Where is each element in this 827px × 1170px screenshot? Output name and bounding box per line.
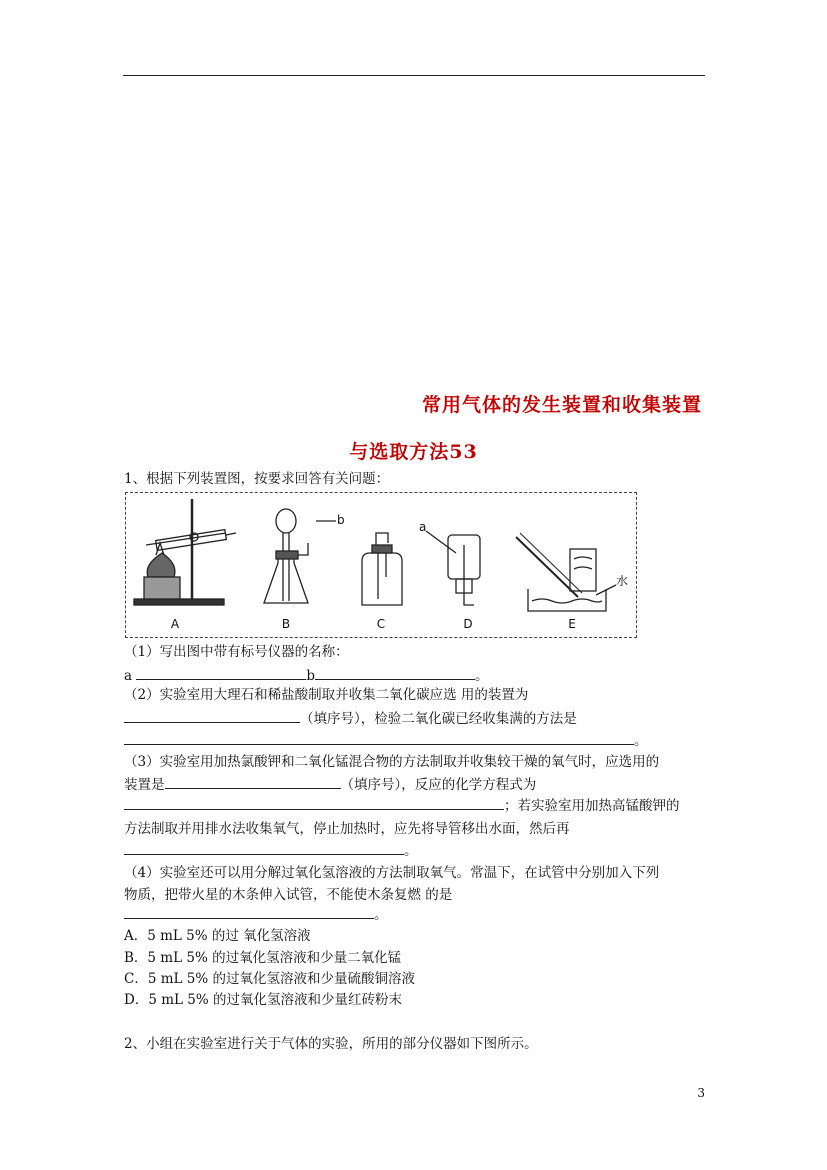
pointer-a-label: a [419, 520, 427, 534]
answer-blank-b[interactable] [315, 666, 475, 680]
apparatus-c-drawing [362, 533, 402, 605]
sub4-line-2: 物质，把带火星的木条伸入试管，不能使木条复燃 的是 [124, 887, 453, 903]
sub4-end: 。 [374, 907, 388, 923]
sub1-b-label: b [306, 668, 316, 684]
apparatus-figure [125, 492, 637, 638]
sub3-line-4: 方法制取并用排水法收集氧气，停止加热时，应先将导管移出水面，然后再 [124, 821, 570, 837]
apparatus-d-drawing [426, 531, 480, 605]
answer-blank-equation[interactable] [124, 796, 504, 810]
question-1-stem: 1、根据下列装置图，按要求回答有关问题： [124, 471, 390, 487]
apparatus-d-label: D [463, 617, 473, 631]
header-rule [123, 75, 705, 76]
apparatus-b-drawing [264, 509, 336, 603]
apparatus-b-label: B [281, 617, 291, 631]
answer-blank-a[interactable] [136, 666, 306, 680]
apparatus-e-drawing [516, 533, 616, 611]
option-d: D．5 mL 5% 的过氧化氢溶液和少量红砖粉末 [124, 992, 402, 1008]
sub2-line-2-text: （填序号），检验二氧化碳已经收集满的方法是 [300, 711, 577, 727]
sub2-line-3 [124, 731, 648, 751]
sub3-line-3-text: ；若实验室用加热高锰酸钾的 [504, 798, 680, 814]
apparatus-e-label: E [568, 617, 576, 631]
answer-blank-next-step[interactable] [124, 841, 404, 855]
answer-blank-co2-check[interactable] [124, 731, 634, 745]
water-label: 水 [616, 574, 629, 588]
sub4-line-3 [124, 905, 388, 925]
page-number: 3 [697, 1086, 705, 1100]
sub3-end: 。 [404, 843, 418, 859]
sub3-line-2-text: （填序号），反应的化学方程式为 [340, 777, 537, 793]
sub2-line-2 [124, 709, 577, 729]
sub3-line-1: （3）实验室用加热氯酸钾和二氧化锰混合物的方法制取并收集较干燥的氧气时，应选用的 [124, 754, 660, 770]
apparatus-drawing [126, 493, 638, 639]
sub2-line-1: （2）实验室用大理石和稀盐酸制取并收集二氧化碳应选 用的装置为 [124, 687, 529, 703]
answer-blank-co2-device[interactable] [124, 709, 300, 723]
apparatus-a-drawing [134, 499, 236, 605]
title-line-2: 与选取方法53 [349, 441, 478, 463]
option-b: B．5 mL 5% 的过氧化氢溶液和少量二氧化锰 [124, 950, 402, 966]
sub3-line-5 [124, 841, 418, 861]
option-a: A．5 mL 5% 的过 氧化氢溶液 [124, 928, 311, 944]
sub1-answer-line [124, 666, 489, 686]
sub4-line-1: （4）实验室还可以用分解过氧化氢溶液的方法制取氧气。常温下，在试管中分别加入下列 [124, 865, 660, 881]
pointer-b-label: b [337, 513, 345, 527]
sub2-end: 。 [634, 733, 648, 749]
sub3-line-2 [124, 775, 536, 795]
sub1-end: 。 [475, 668, 489, 684]
sub3-line-2-start: 装置是 [124, 777, 165, 793]
sub1-prompt: （1）写出图中带有标号仪器的名称： [124, 644, 349, 660]
question-2-stem: 2、小组在实验室进行关于气体的实验，所用的部分仪器如下图所示。 [124, 1036, 538, 1052]
apparatus-a-label: A [170, 617, 180, 631]
option-c: C．5 mL 5% 的过氧化氢溶液和少量硫酸铜溶液 [124, 971, 415, 987]
title-line-1: 常用气体的发生装置和收集装置 [421, 394, 702, 416]
apparatus-c-label: C [376, 617, 386, 631]
answer-blank-o2-device[interactable] [165, 775, 341, 789]
answer-blank-choice[interactable] [124, 905, 374, 919]
sub1-a-label: a [124, 668, 133, 684]
sub3-line-3 [124, 796, 680, 816]
